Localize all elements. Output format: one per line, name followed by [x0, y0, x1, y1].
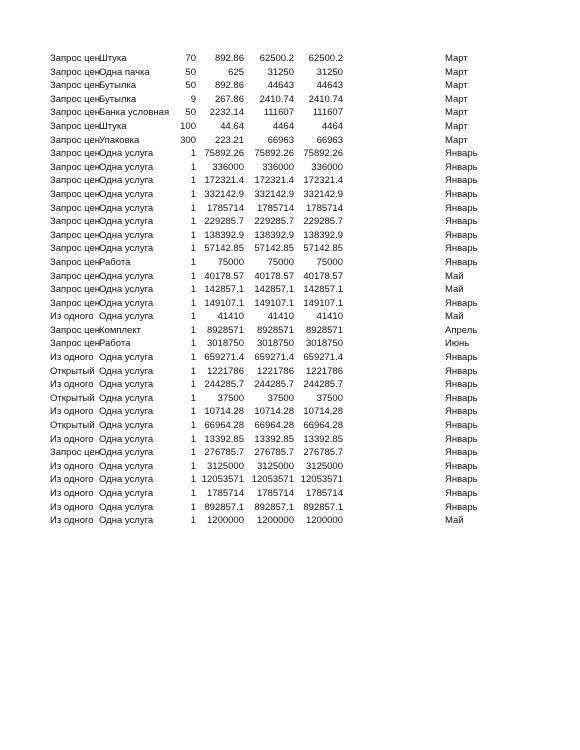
unit-cell: Одна услуга	[99, 379, 154, 391]
price-cell: 57142.85	[204, 243, 244, 255]
table-row	[0, 93, 580, 107]
table-row	[0, 202, 580, 216]
month-cell: Май	[445, 515, 464, 527]
unit-cell: Одна услуга	[99, 284, 154, 296]
total-cell: 659271.4	[303, 352, 343, 364]
table-row	[0, 174, 580, 188]
month-cell: Апрель	[445, 324, 478, 336]
price-cell: 336000	[212, 161, 244, 173]
total-cell: 40178.57	[303, 270, 343, 282]
month-cell: Январь	[445, 297, 478, 309]
method-cell: Запрос цен	[50, 188, 100, 200]
method-cell: Запрос цен	[50, 107, 100, 119]
unit-cell: Одна услуга	[99, 365, 154, 377]
price-cell: 75892.26	[204, 148, 244, 160]
quantity-cell: 1	[190, 256, 196, 268]
unit-cell: Одна пачка	[99, 66, 150, 78]
unit-cell: Одна услуга	[99, 175, 154, 187]
month-cell: Июнь	[445, 338, 470, 350]
unit-cell: Одна услуга	[99, 216, 154, 228]
month-cell: Март	[445, 66, 468, 78]
sum-cell: 4464	[272, 120, 294, 132]
unit-cell: Банка условная	[99, 107, 170, 119]
unit-cell: Одна услуга	[99, 447, 154, 459]
total-cell: 276785.7	[303, 447, 343, 459]
total-cell: 31250	[316, 66, 343, 78]
price-cell: 8928571	[207, 324, 244, 336]
month-cell: Январь	[445, 161, 478, 173]
total-cell: 10714.28	[303, 406, 343, 418]
method-cell: Запрос цен	[50, 175, 100, 187]
price-cell: 10714.28	[204, 406, 244, 418]
sum-cell: 37500	[267, 392, 294, 404]
method-cell: Запрос цен	[50, 256, 100, 268]
unit-cell: Одна услуга	[99, 297, 154, 309]
month-cell: Март	[445, 80, 468, 92]
price-cell: 1200000	[207, 515, 244, 527]
month-cell: Январь	[445, 460, 478, 472]
table-row	[0, 270, 580, 284]
quantity-cell: 1	[190, 420, 196, 432]
quantity-cell: 1	[190, 447, 196, 459]
unit-cell: Одна услуга	[99, 488, 154, 499]
month-cell: Январь	[445, 202, 478, 214]
price-cell: 659271.4	[204, 352, 244, 364]
table-row	[0, 514, 580, 528]
method-cell: Запрос цен	[50, 216, 100, 228]
month-cell: Январь	[445, 474, 478, 486]
unit-cell: Работа	[99, 338, 131, 350]
quantity-cell: 1	[190, 379, 196, 391]
sum-cell: 3125000	[257, 460, 294, 472]
month-cell: Май	[445, 270, 464, 282]
method-cell: Запрос цен	[50, 243, 100, 255]
total-cell: 41410	[316, 311, 343, 323]
table-row	[0, 188, 580, 202]
month-cell: Март	[445, 93, 468, 105]
table-row	[0, 501, 580, 515]
sum-cell: 1785714	[257, 488, 294, 499]
method-cell: Запрос цен	[50, 161, 100, 173]
table-row	[0, 378, 580, 392]
unit-cell: Штука	[99, 53, 127, 64]
total-cell: 111607	[312, 107, 343, 119]
price-cell: 1785714	[207, 488, 244, 499]
method-cell: Запрос цен	[50, 80, 100, 92]
unit-cell: Одна услуга	[99, 392, 154, 404]
price-cell: 892.86	[214, 80, 244, 92]
month-cell: Январь	[445, 392, 478, 404]
method-cell: Открытый	[50, 392, 95, 404]
month-cell: Май	[445, 284, 464, 296]
total-cell: 244285.7	[303, 379, 343, 391]
month-cell: Март	[445, 107, 468, 119]
table-row	[0, 392, 580, 406]
table-row	[0, 229, 580, 243]
sum-cell: 332142.9	[254, 188, 294, 200]
month-cell: Январь	[445, 420, 478, 432]
method-cell: Запрос цен	[50, 324, 100, 336]
month-cell: Январь	[445, 243, 478, 255]
table-row	[0, 256, 580, 270]
price-cell: 37500	[217, 392, 244, 404]
quantity-cell: 1	[190, 488, 196, 499]
method-cell: Запрос цен	[50, 134, 100, 146]
price-cell: 40178.57	[204, 270, 244, 282]
method-cell: Запрос цен	[50, 338, 100, 350]
total-cell: 172321.4	[303, 175, 343, 187]
method-cell: Из одного	[50, 474, 94, 486]
total-cell: 37500	[316, 392, 343, 404]
sum-cell: 31250	[267, 66, 294, 78]
table-row	[0, 147, 580, 161]
total-cell: 1785714	[306, 202, 343, 214]
quantity-cell: 1	[190, 406, 196, 418]
quantity-cell: 1	[190, 324, 196, 336]
price-cell: 1785714	[207, 202, 244, 214]
table-row	[0, 433, 580, 447]
sum-cell: 138392.9	[254, 229, 294, 241]
sum-cell: 75892.26	[254, 148, 294, 160]
unit-cell: Одна услуга	[99, 161, 154, 173]
sum-cell: 57142.85	[254, 243, 294, 255]
unit-cell: Одна услуга	[99, 229, 154, 241]
unit-cell: Комплект	[99, 324, 141, 336]
price-cell: 223.21	[214, 134, 244, 146]
quantity-cell: 1	[190, 433, 196, 445]
method-cell: Запрос цен	[50, 270, 100, 282]
method-cell: Из одного	[50, 311, 94, 323]
quantity-cell: 300	[180, 134, 196, 146]
unit-cell: Одна услуга	[99, 311, 154, 323]
month-cell: Январь	[445, 433, 478, 445]
month-cell: Март	[445, 120, 468, 132]
method-cell: Открытый	[50, 420, 95, 432]
month-cell: Январь	[445, 216, 478, 228]
month-cell: Март	[445, 134, 468, 146]
table-row	[0, 446, 580, 460]
sum-cell: 12053571	[251, 474, 294, 486]
table-row	[0, 242, 580, 256]
month-cell: Январь	[445, 488, 478, 499]
sum-cell: 172321.4	[254, 175, 294, 187]
method-cell: Из одного	[50, 515, 94, 527]
total-cell: 66963	[316, 134, 343, 146]
sum-cell: 62500.2	[259, 53, 294, 64]
price-cell: 892.86	[214, 53, 244, 64]
table-row	[0, 283, 580, 297]
price-cell: 3018750	[207, 338, 244, 350]
total-cell: 3018750	[306, 338, 343, 350]
unit-cell: Работа	[99, 256, 131, 268]
quantity-cell: 50	[185, 107, 196, 119]
unit-cell: Штука	[99, 120, 127, 132]
quantity-cell: 1	[190, 216, 196, 228]
sum-cell: 3018750	[257, 338, 294, 350]
sum-cell: 40178.57	[254, 270, 294, 282]
table-row	[0, 297, 580, 311]
month-cell: Январь	[445, 379, 478, 391]
total-cell: 336000	[311, 161, 343, 173]
total-cell: 44643	[316, 80, 343, 92]
total-cell: 62500.2	[308, 53, 343, 64]
sum-cell: 1221786	[257, 365, 294, 377]
table-row	[0, 324, 580, 338]
table-row	[0, 79, 580, 93]
method-cell: Запрос цен	[50, 229, 100, 241]
price-cell: 12053571	[201, 474, 244, 486]
quantity-cell: 1	[190, 474, 196, 486]
method-cell: Запрос цен	[50, 120, 100, 132]
price-cell: 3125000	[207, 460, 244, 472]
price-cell: 149107.1	[204, 297, 244, 309]
sum-cell: 142857.1	[254, 284, 294, 296]
sum-cell: 892857.1	[254, 501, 294, 513]
quantity-cell: 1	[190, 392, 196, 404]
total-cell: 1221786	[306, 365, 343, 377]
price-cell: 75000	[217, 256, 244, 268]
quantity-cell: 1	[190, 148, 196, 160]
sum-cell: 8928571	[257, 324, 294, 336]
sum-cell: 44643	[267, 80, 294, 92]
total-cell: 892857.1	[303, 501, 343, 513]
quantity-cell: 1	[190, 188, 196, 200]
price-cell: 332142.9	[204, 188, 244, 200]
price-cell: 892857.1	[204, 501, 244, 513]
month-cell: Март	[445, 53, 468, 64]
sum-cell: 149107.1	[254, 297, 294, 309]
unit-cell: Одна услуга	[99, 188, 154, 200]
price-cell: 142857.1	[204, 284, 244, 296]
table-row	[0, 487, 580, 501]
table-row	[0, 419, 580, 433]
method-cell: Запрос цен	[50, 202, 100, 214]
month-cell: Январь	[445, 229, 478, 241]
month-cell: Январь	[445, 175, 478, 187]
month-cell: Январь	[445, 352, 478, 364]
total-cell: 12053571	[300, 474, 343, 486]
quantity-cell: 70	[185, 53, 196, 64]
total-cell: 57142.85	[303, 243, 343, 255]
price-cell: 2232.14	[209, 107, 244, 119]
quantity-cell: 1	[190, 501, 196, 513]
total-cell: 8928571	[306, 324, 343, 336]
month-cell: Январь	[445, 188, 478, 200]
table-row	[0, 473, 580, 487]
spreadsheet-table	[0, 52, 580, 528]
quantity-cell: 100	[180, 120, 196, 132]
sum-cell: 336000	[262, 161, 294, 173]
table-row	[0, 337, 580, 351]
month-cell: Январь	[445, 447, 478, 459]
quantity-cell: 1	[190, 460, 196, 472]
price-cell: 1221786	[207, 365, 244, 377]
price-cell: 244285.7	[204, 379, 244, 391]
month-cell: Май	[445, 311, 464, 323]
table-row	[0, 310, 580, 324]
unit-cell: Одна услуга	[99, 501, 154, 513]
month-cell: Январь	[445, 256, 478, 268]
unit-cell: Одна услуга	[99, 202, 154, 214]
quantity-cell: 1	[190, 229, 196, 241]
sum-cell: 659271.4	[254, 352, 294, 364]
quantity-cell: 1	[190, 284, 196, 296]
total-cell: 149107.1	[303, 297, 343, 309]
table-row	[0, 351, 580, 365]
quantity-cell: 50	[185, 80, 196, 92]
method-cell: Из одного	[50, 460, 94, 472]
method-cell: Из одного	[50, 352, 94, 364]
total-cell: 66964.28	[303, 420, 343, 432]
method-cell: Запрос цен	[50, 447, 100, 459]
unit-cell: Одна услуга	[99, 352, 154, 364]
month-cell: Январь	[445, 365, 478, 377]
unit-cell: Одна услуга	[99, 243, 154, 255]
quantity-cell: 1	[190, 161, 196, 173]
total-cell: 2410.74	[308, 93, 343, 105]
table-row	[0, 52, 580, 66]
unit-cell: Одна услуга	[99, 420, 154, 432]
total-cell: 4464	[321, 120, 343, 132]
table-row	[0, 215, 580, 229]
total-cell: 75892.26	[303, 148, 343, 160]
unit-cell: Бутылка	[99, 80, 137, 92]
method-cell: Из одного	[50, 379, 94, 391]
month-cell: Январь	[445, 148, 478, 160]
method-cell: Из одного	[50, 406, 94, 418]
quantity-cell: 1	[190, 311, 196, 323]
quantity-cell: 9	[190, 93, 196, 105]
table-row	[0, 120, 580, 134]
sum-cell: 1785714	[257, 202, 294, 214]
quantity-cell: 50	[185, 66, 196, 78]
total-cell: 75000	[316, 256, 343, 268]
total-cell: 142857.1	[303, 284, 343, 296]
quantity-cell: 1	[190, 202, 196, 214]
total-cell: 1200000	[306, 515, 343, 527]
quantity-cell: 1	[190, 338, 196, 350]
table-row	[0, 405, 580, 419]
method-cell: Запрос цен	[50, 148, 100, 160]
month-cell: Январь	[445, 406, 478, 418]
sum-cell: 229285.7	[254, 216, 294, 228]
total-cell: 138392.9	[303, 229, 343, 241]
price-cell: 276785.7	[204, 447, 244, 459]
quantity-cell: 1	[190, 365, 196, 377]
total-cell: 3125000	[306, 460, 343, 472]
price-cell: 229285.7	[204, 216, 244, 228]
sum-cell: 41410	[267, 311, 294, 323]
unit-cell: Одна услуга	[99, 270, 154, 282]
price-cell: 138392.9	[204, 229, 244, 241]
price-cell: 625	[228, 66, 244, 78]
unit-cell: Одна услуга	[99, 148, 154, 160]
method-cell: Запрос цен	[50, 53, 100, 64]
method-cell: Запрос цен	[50, 284, 100, 296]
unit-cell: Одна услуга	[99, 433, 154, 445]
sum-cell: 66963	[267, 134, 294, 146]
unit-cell: Одна услуга	[99, 515, 154, 527]
price-cell: 172321.4	[204, 175, 244, 187]
method-cell: Запрос цен	[50, 93, 100, 105]
quantity-cell: 1	[190, 297, 196, 309]
table-row	[0, 460, 580, 474]
sum-cell: 244285.7	[254, 379, 294, 391]
price-cell: 66964.28	[204, 420, 244, 432]
method-cell: Открытый	[50, 365, 95, 377]
price-cell: 13392.85	[204, 433, 244, 445]
sum-cell: 75000	[267, 256, 294, 268]
total-cell: 229285.7	[303, 216, 343, 228]
sum-cell: 1200000	[257, 515, 294, 527]
price-cell: 44.64	[220, 120, 244, 132]
sum-cell: 66964.28	[254, 420, 294, 432]
unit-cell: Одна услуга	[99, 474, 154, 486]
unit-cell: Упаковка	[99, 134, 140, 146]
table-row	[0, 161, 580, 175]
price-cell: 267.86	[214, 93, 244, 105]
total-cell: 332142.9	[303, 188, 343, 200]
method-cell: Из одного	[50, 501, 94, 513]
total-cell: 1785714	[306, 488, 343, 499]
table-row	[0, 365, 580, 379]
unit-cell: Одна услуга	[99, 460, 154, 472]
method-cell: Запрос цен	[50, 297, 100, 309]
quantity-cell: 1	[190, 175, 196, 187]
sum-cell: 13392.85	[254, 433, 294, 445]
sum-cell: 10714.28	[254, 406, 294, 418]
method-cell: Из одного	[50, 433, 94, 445]
quantity-cell: 1	[190, 270, 196, 282]
table-row	[0, 106, 580, 120]
price-cell: 41410	[217, 311, 244, 323]
quantity-cell: 1	[190, 352, 196, 364]
sum-cell: 111607	[263, 107, 294, 119]
quantity-cell: 1	[190, 243, 196, 255]
sum-cell: 2410.74	[259, 93, 294, 105]
table-row	[0, 134, 580, 148]
quantity-cell: 1	[190, 515, 196, 527]
month-cell: Январь	[445, 501, 478, 513]
total-cell: 13392.85	[303, 433, 343, 445]
unit-cell: Одна услуга	[99, 406, 154, 418]
method-cell: Запрос цен	[50, 66, 100, 78]
method-cell: Из одного	[50, 488, 94, 499]
sum-cell: 276785.7	[254, 447, 294, 459]
unit-cell: Бутылка	[99, 93, 137, 105]
table-row	[0, 66, 580, 80]
